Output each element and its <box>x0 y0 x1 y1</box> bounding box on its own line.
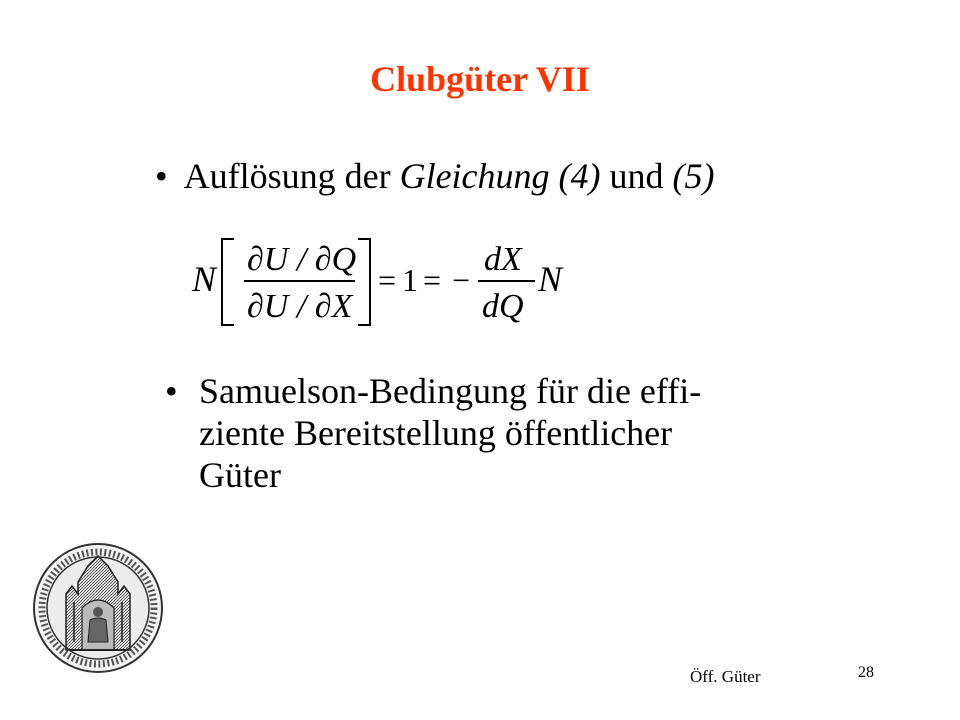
formula-minus: − <box>452 262 471 298</box>
bullet-2-line: ziente Bereitstellung öffentlicher <box>199 413 673 453</box>
formula-right-bracket <box>358 239 370 325</box>
bullet-marker: • <box>165 371 178 411</box>
bullet-item-1 <box>155 155 715 197</box>
formula-left-bracket <box>222 239 234 325</box>
bullet-1-prefix: Auflösung der <box>183 156 400 196</box>
samuelson-formula <box>190 225 590 335</box>
formula-dx: dX <box>484 241 522 278</box>
bullet-marker: • <box>155 156 168 196</box>
footer-text: Öff. Güter <box>690 667 761 686</box>
bullet-1-middle: und <box>600 156 673 196</box>
formula-equals-2: = <box>423 262 442 298</box>
bullet-1-italic-equation-5: (5) <box>672 156 715 196</box>
bullet-2-line: Samuelson-Bedingung für die effi- <box>199 371 702 411</box>
university-seal-icon <box>32 542 164 674</box>
formula-one: 1 <box>402 262 418 298</box>
bullet-item-2 <box>165 370 865 496</box>
bullet-2-text <box>199 370 865 496</box>
formula-rhs-n: N <box>538 259 563 299</box>
formula-lhs-n: N <box>192 259 217 299</box>
formula-dq: dQ <box>482 288 524 325</box>
formula-equals-1: = <box>378 262 397 298</box>
formula-numerator: ∂U / ∂Q <box>247 241 357 278</box>
bullet-2-line: Güter <box>199 455 281 495</box>
page-number: 28 <box>858 664 874 681</box>
slide-title: Clubgüter VII <box>370 59 590 99</box>
formula-denominator: ∂U / ∂X <box>247 288 353 325</box>
bullet-1-italic-equation-4: Gleichung (4) <box>399 156 601 196</box>
